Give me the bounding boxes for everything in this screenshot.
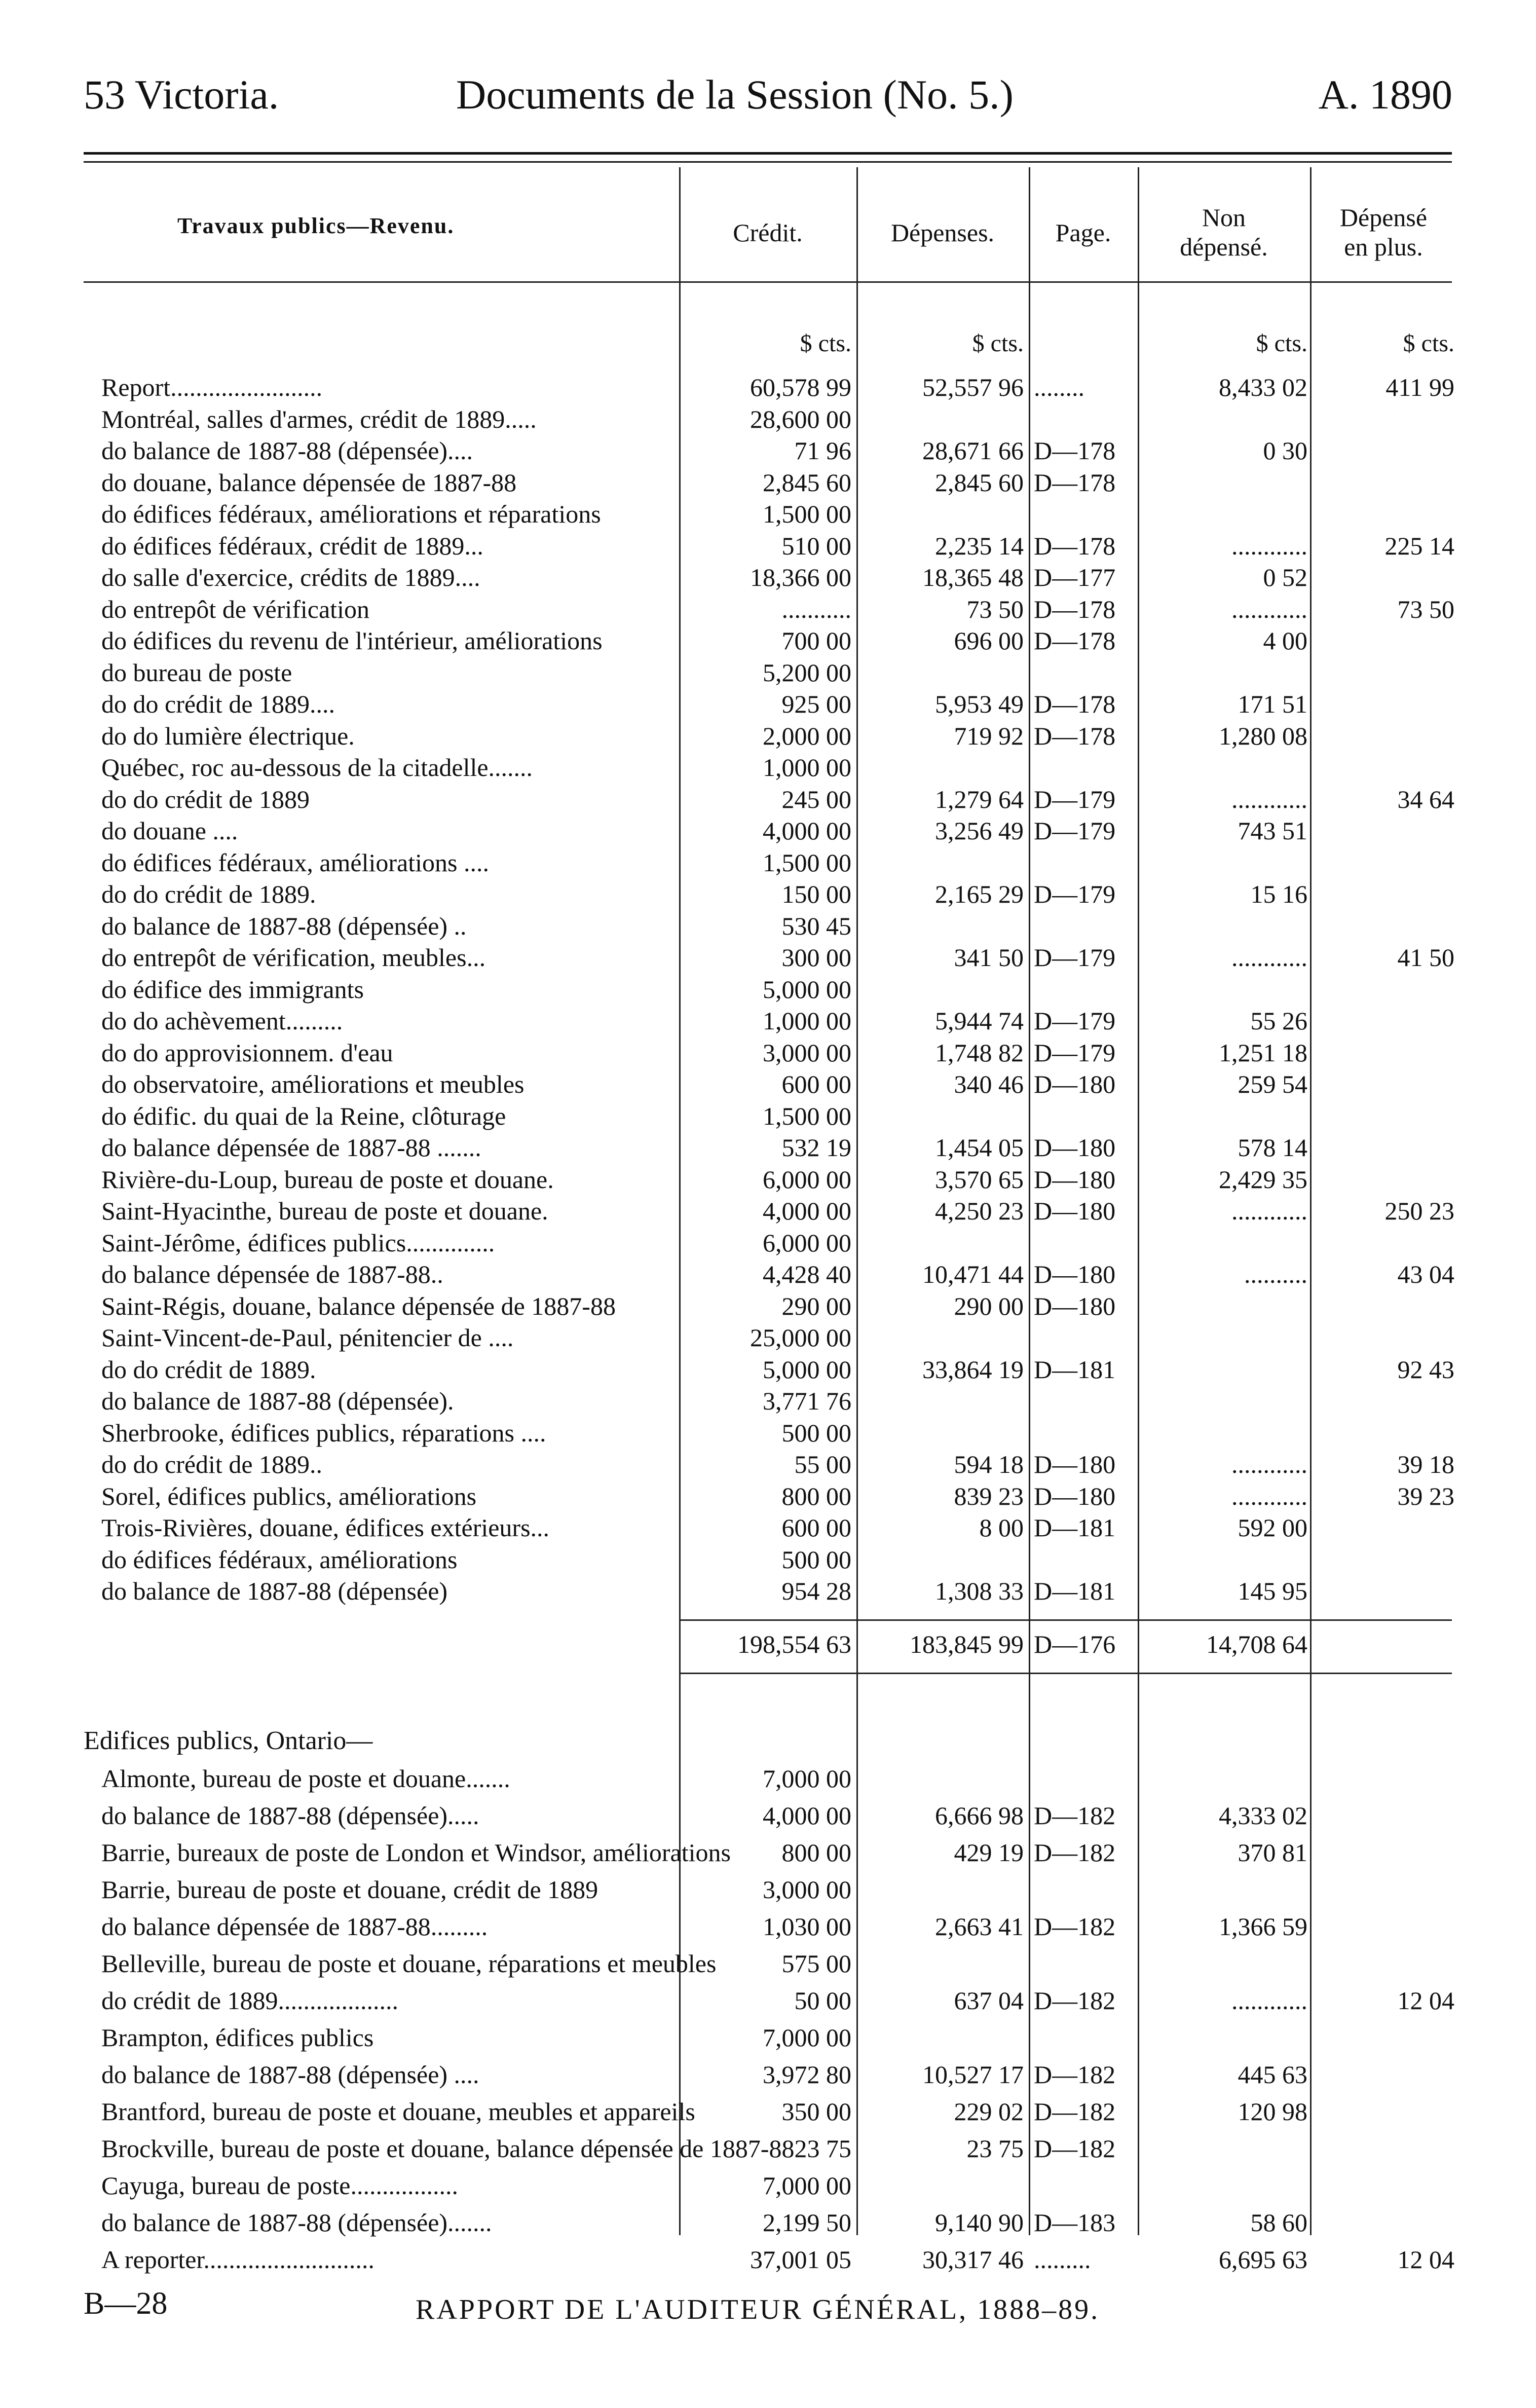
cell-dep: 3,256 49 [935,817,1024,845]
cell-credit: 1,000 00 [763,753,851,782]
cell-desc: do do achèvement......... [101,1007,343,1035]
unit-depenses: $ cts. [972,330,1024,357]
cell-credit: ........... [781,595,851,623]
cell-nondep: ............ [1231,531,1307,560]
cell-pg: D—179 [1034,817,1116,845]
cell-pg: D—181 [1034,1355,1116,1384]
cell-nondep: ............ [1231,1481,1307,1510]
cell-dep: 229 02 [954,2097,1024,2126]
cell-desc: do édifices du revenu de l'intérieur, améliorations [101,626,603,655]
cell-desc: do douane .... [101,817,238,845]
cell-nondep: 0 52 [1263,563,1307,591]
cell-credit: 925 00 [781,690,851,718]
cell-desc: Saint-Vincent-de-Paul, pénitencier de .... [101,1323,514,1352]
cell-dep: 28,671 66 [922,436,1024,465]
cell-desc: Almonte, bureau de poste et douane....... [101,1764,510,1793]
cell-nondep: 445 63 [1238,2060,1307,2089]
table-row [0,1801,1536,1841]
table-row [0,1576,1536,1617]
cell-dep: 290 00 [954,1291,1024,1320]
cell-desc: Report........................ [101,373,323,401]
cell-credit: 1,000 00 [763,1007,851,1035]
cell-desc: do do crédit de 1889.... [101,690,335,718]
cell-dep: 2,663 41 [935,1912,1024,1941]
cell-dep: 73 50 [966,595,1024,623]
cell-desc: do do approvisionnem. d'eau [101,1038,393,1067]
table-row [0,2134,1536,2174]
cell-nondep: ............ [1231,1450,1307,1478]
cell-desc: do balance de 1887-88 (dépensée)..... [101,1801,479,1830]
cell-dep: 3,570 65 [935,1165,1024,1194]
cell-credit: 50 00 [794,1986,851,2015]
header-left: 53 Victoria. [84,71,279,118]
cell-desc: do édific. du quai de la Reine, clôturage [101,1101,506,1130]
cell-credit: 1,030 00 [763,1912,851,1941]
cell-dep: 1,308 33 [935,1577,1024,1605]
cell-dep: 2,165 29 [935,880,1024,908]
cell-desc: do balance de 1887-88 (dépensée). [101,1387,454,1415]
cell-nondep: ............ [1231,943,1307,972]
cell-credit: 530 45 [781,911,851,940]
cell-pg: D—182 [1034,1801,1116,1830]
cell-plus: 411 99 [1385,373,1454,401]
col-plus-2: en plus. [1344,233,1423,261]
table-row [0,1838,1536,1878]
cell-dep: 23 75 [966,2134,1024,2163]
cell-nondep: 15 16 [1250,880,1307,908]
cell-pg: D—181 [1034,1513,1116,1542]
cell-pg: D—180 [1034,1481,1116,1510]
table-row [0,2097,1536,2137]
cell-pg: D—182 [1034,1912,1116,1941]
cell-desc: do entrepôt de vérification, meubles... [101,943,486,972]
table-row [0,2023,1536,2063]
cell-desc: Cayuga, bureau de poste................. [101,2171,459,2200]
cell-desc: Saint-Hyacinthe, bureau de poste et douane. [101,1197,548,1225]
cell-pg: D—179 [1034,1038,1116,1067]
section-title: Travaux publics—Revenu. [177,213,455,238]
cell-credit: 6,000 00 [763,1228,851,1257]
cell-plus: 12 04 [1397,2245,1454,2274]
cell-desc: do douane, balance dépensée de 1887-88 [101,468,517,497]
cell-desc: do bureau de poste [101,658,292,687]
cell-dep: 1,748 82 [935,1038,1024,1067]
cell-credit: 500 00 [781,1418,851,1447]
cell-desc: do édifices fédéraux, crédit de 1889... [101,531,483,560]
cell-pg: D—179 [1034,880,1116,908]
cell-desc: do observatoire, améliorations et meubles [101,1070,525,1098]
table-row [0,2245,1536,2285]
cell-plus: 250 23 [1384,1197,1454,1225]
cell-credit: 3,771 76 [763,1387,851,1415]
cell-dep: 10,471 44 [922,1260,1024,1288]
cell-credit: 800 00 [781,1838,851,1867]
cell-pg: D—183 [1034,2208,1116,2237]
cell-plus: 39 23 [1397,1481,1454,1510]
cell-pg: D—180 [1034,1260,1116,1288]
unit-plus: $ cts. [1403,330,1454,357]
cell-dep: 429 19 [954,1838,1024,1867]
table-row [0,1875,1536,1915]
cell-credit: 28,600 00 [750,404,851,433]
cell-desc: Québec, roc au-dessous de la citadelle....... [101,753,533,782]
cell-dep: 2,235 14 [935,531,1024,560]
cell-desc: do balance dépensée de 1887-88.. [101,1260,443,1288]
header-rule-top [84,152,1452,155]
unit-non-depense: $ cts. [1256,330,1307,357]
cell-desc: A reporter........................... [101,2245,374,2274]
table-row [0,2060,1536,2100]
cell-pg: D—178 [1034,690,1116,718]
cell-credit: 954 28 [781,1577,851,1605]
cell-credit: 3,000 00 [763,1038,851,1067]
cell-pg: D—180 [1034,1165,1116,1194]
cell-nondep: 370 81 [1238,1838,1307,1867]
cell-nondep: 120 98 [1238,2097,1307,2126]
cell-pg: D—178 [1034,468,1116,497]
cell-credit: 3,000 00 [763,1875,851,1904]
cell-pg: D—182 [1034,2060,1116,2089]
cell-credit: 510 00 [781,531,851,560]
cell-desc: do édifice des immigrants [101,975,364,1004]
cell-nondep: 58 60 [1250,2208,1307,2237]
cell-desc: do balance de 1887-88 (dépensée)....... [101,2208,492,2237]
total-rule-bottom [679,1673,1452,1674]
cell-credit: 4,000 00 [763,1801,851,1830]
cell-pg: D—177 [1034,563,1116,591]
col-page: Page. [1055,218,1111,247]
cell-credit: 1,500 00 [763,848,851,877]
cell-credit: 290 00 [781,1291,851,1320]
cell-credit: 500 00 [781,1545,851,1574]
cell-desc: do balance de 1887-88 (dépensée) .. [101,911,467,940]
cell-nondep: 55 26 [1250,1007,1307,1035]
cell-plus: 12 04 [1397,1986,1454,2015]
cell-pg: D—180 [1034,1450,1116,1478]
cell-dep: 2,845 60 [935,468,1024,497]
cell-pg: D—179 [1034,785,1116,813]
col-plus-1: Dépensé [1339,203,1428,232]
cell-credit: 1,500 00 [763,1101,851,1130]
cell-credit: 2,199 50 [763,2208,851,2237]
cell-dep: 10,527 17 [922,2060,1024,2089]
cell-dep: 340 46 [954,1070,1024,1098]
cell-desc: Belleville, bureau de poste et douane, réparations et meubles [101,1949,717,1978]
cell-dep: 52,557 96 [922,373,1024,401]
header-right: A. 1890 [1318,71,1452,118]
total-row [0,1629,1536,1670]
cell-pg: ......... [1034,2245,1091,2274]
cell-dep: 839 23 [954,1481,1024,1510]
cell-credit: 2,845 60 [763,468,851,497]
cell-nondep: 578 14 [1238,1133,1307,1162]
cell-nondep: 4 00 [1263,626,1307,655]
head-rule [679,281,1452,283]
cell-nondep: 4,333 02 [1219,1801,1307,1830]
cell-plus: 41 50 [1397,943,1454,972]
cell-credit: 532 19 [781,1133,851,1162]
cell-plus: 34 64 [1397,785,1454,813]
cell-desc: do balance de 1887-88 (dépensée) [101,1577,448,1605]
total-credit: 198,554 63 [737,1630,851,1658]
cell-credit: 5,200 00 [763,658,851,687]
cell-dep: 5,953 49 [935,690,1024,718]
cell-nondep: .......... [1244,1260,1307,1288]
cell-nondep: 743 51 [1238,817,1307,845]
col-non-depense-1: Non [1202,203,1246,232]
cell-plus: 92 43 [1397,1355,1454,1384]
cell-plus: 225 14 [1384,531,1454,560]
cell-credit: 1,500 00 [763,500,851,528]
col-depenses: Dépenses. [890,218,995,247]
cell-nondep: ............ [1231,1197,1307,1225]
cell-nondep: ............ [1231,1986,1307,2015]
cell-credit: 7,000 00 [763,2023,851,2052]
cell-desc: do balance de 1887-88 (dépensée).... [101,436,473,465]
cell-pg: D—179 [1034,1007,1116,1035]
cell-desc: do édifices fédéraux, améliorations et réparations [101,500,601,528]
cell-desc: Montréal, salles d'armes, crédit de 1889..... [101,404,537,433]
cell-credit: 60,578 99 [750,373,851,401]
cell-credit: 23 75 [794,2134,851,2163]
cell-nondep: 0 30 [1263,436,1307,465]
cell-dep: 696 00 [954,626,1024,655]
cell-plus: 43 04 [1397,1260,1454,1288]
cell-dep: 637 04 [954,1986,1024,2015]
cell-dep: 5,944 74 [935,1007,1024,1035]
cell-nondep: 171 51 [1238,690,1307,718]
total-rule-top [679,1619,1452,1621]
cell-pg: D—178 [1034,626,1116,655]
cell-desc: Barrie, bureaux de poste de London et Windsor, améliorations [101,1838,731,1867]
cell-dep: 341 50 [954,943,1024,972]
cell-dep: 1,279 64 [935,785,1024,813]
cell-plus: 39 18 [1397,1450,1454,1478]
cell-desc: Brockville, bureau de poste et douane, balance dépensée de 1887-88 [101,2134,795,2163]
cell-dep: 719 92 [954,721,1024,750]
cell-nondep: 259 54 [1238,1070,1307,1098]
footer-page-number: B—28 [84,2286,168,2321]
ontario-title: Edifices publics, Ontario— [84,1726,373,1755]
cell-desc: Saint-Régis, douane, balance dépensée de 1887-88 [101,1291,616,1320]
cell-credit: 71 96 [794,436,851,465]
cell-dep: 33,864 19 [922,1355,1024,1384]
cell-pg: D—181 [1034,1577,1116,1605]
total-page: D—176 [1034,1630,1116,1658]
cell-desc: do balance dépensée de 1887-88 ....... [101,1133,481,1162]
col-non-depense-2: dépensé. [1180,233,1268,261]
cell-nondep: 1,251 18 [1219,1038,1307,1067]
cell-credit: 350 00 [781,2097,851,2126]
cell-pg: ........ [1034,373,1084,401]
cell-pg: D—179 [1034,943,1116,972]
cell-credit: 245 00 [781,785,851,813]
cell-desc: do salle d'exercice, crédits de 1889.... [101,563,480,591]
table-row [0,1986,1536,2026]
total-depenses: 183,845 99 [910,1630,1024,1658]
cell-pg: D—178 [1034,436,1116,465]
cell-dep: 9,140 90 [935,2208,1024,2237]
cell-credit: 800 00 [781,1481,851,1510]
cell-pg: D—180 [1034,1197,1116,1225]
table-row [0,1764,1536,1804]
col-credit: Crédit. [733,218,803,247]
cell-dep: 4,250 23 [935,1197,1024,1225]
cell-plus: 73 50 [1397,595,1454,623]
cell-desc: Brantford, bureau de poste et douane, meubles et appareils [101,2097,695,2126]
cell-nondep: 6,695 63 [1219,2245,1307,2274]
cell-desc: do crédit de 1889................... [101,1986,399,2015]
cell-credit: 700 00 [781,626,851,655]
cell-dep: 6,666 98 [935,1801,1024,1830]
cell-desc: Sorel, édifices publics, améliorations [101,1481,477,1510]
cell-credit: 5,000 00 [763,1355,851,1384]
cell-pg: D—178 [1034,721,1116,750]
cell-credit: 37,001 05 [750,2245,851,2274]
cell-nondep: 1,366 59 [1219,1912,1307,1941]
cell-credit: 4,000 00 [763,817,851,845]
cell-desc: do do lumière électrique. [101,721,355,750]
cell-desc: do do crédit de 1889.. [101,1450,323,1478]
cell-credit: 6,000 00 [763,1165,851,1194]
cell-desc: do do crédit de 1889 [101,785,310,813]
cell-desc: do balance de 1887-88 (dépensée) .... [101,2060,479,2089]
cell-credit: 55 00 [794,1450,851,1478]
cell-pg: D—180 [1034,1070,1116,1098]
cell-credit: 300 00 [781,943,851,972]
head-rule [84,281,679,283]
cell-credit: 18,366 00 [750,563,851,591]
cell-nondep: ............ [1231,595,1307,623]
cell-desc: do édifices fédéraux, améliorations .... [101,848,489,877]
total-non-depense: 14,708 64 [1206,1630,1307,1658]
cell-desc: Brampton, édifices publics [101,2023,374,2052]
cell-dep: 30,317 46 [922,2245,1024,2274]
cell-desc: Trois-Rivières, douane, édifices extérieurs... [101,1513,550,1542]
cell-credit: 600 00 [781,1513,851,1542]
cell-credit: 7,000 00 [763,2171,851,2200]
cell-credit: 3,972 80 [763,2060,851,2089]
cell-credit: 600 00 [781,1070,851,1098]
footer-title: RAPPORT DE L'AUDITEUR GÉNÉRAL, 1888–89. [416,2294,1100,2325]
table-row [0,2208,1536,2248]
header-center: Documents de la Session (No. 5.) [456,71,1014,118]
table-row [0,1912,1536,1952]
cell-nondep: 592 00 [1238,1513,1307,1542]
cell-dep: 18,365 48 [922,563,1024,591]
cell-credit: 575 00 [781,1949,851,1978]
cell-desc: Sherbrooke, édifices publics, réparations .... [101,1418,546,1447]
cell-credit: 5,000 00 [763,975,851,1004]
cell-pg: D—182 [1034,2134,1116,2163]
cell-desc: do entrepôt de vérification [101,595,369,623]
unit-credit: $ cts. [800,330,851,357]
cell-desc: do balance dépensée de 1887-88......... [101,1912,488,1941]
cell-nondep: 145 95 [1238,1577,1307,1605]
table-row [0,2171,1536,2211]
cell-credit: 150 00 [781,880,851,908]
cell-credit: 7,000 00 [763,1764,851,1793]
cell-desc: Barrie, bureau de poste et douane, crédit de 1889 [101,1875,598,1904]
cell-pg: D—182 [1034,1838,1116,1867]
cell-credit: 2,000 00 [763,721,851,750]
cell-pg: D—180 [1034,1291,1116,1320]
cell-nondep: 2,429 35 [1219,1165,1307,1194]
cell-dep: 1,454 05 [935,1133,1024,1162]
cell-credit: 4,428 40 [763,1260,851,1288]
header-rule-bottom [84,161,1452,163]
cell-nondep: ............ [1231,785,1307,813]
cell-credit: 25,000 00 [750,1323,851,1352]
cell-nondep: 8,433 02 [1219,373,1307,401]
cell-pg: D—182 [1034,2097,1116,2126]
cell-desc: do do crédit de 1889. [101,1355,316,1384]
table-row [0,1949,1536,1989]
cell-pg: D—182 [1034,1986,1116,2015]
cell-pg: D—180 [1034,1133,1116,1162]
cell-pg: D—178 [1034,595,1116,623]
cell-dep: 8 00 [979,1513,1024,1542]
cell-credit: 4,000 00 [763,1197,851,1225]
cell-desc: Saint-Jérôme, édifices publics.............. [101,1228,495,1257]
cell-pg: D—178 [1034,531,1116,560]
cell-desc: do édifices fédéraux, améliorations [101,1545,458,1574]
cell-nondep: 1,280 08 [1219,721,1307,750]
cell-dep: 594 18 [954,1450,1024,1478]
cell-desc: Rivière-du-Loup, bureau de poste et douane. [101,1165,554,1194]
cell-desc: do do crédit de 1889. [101,880,316,908]
